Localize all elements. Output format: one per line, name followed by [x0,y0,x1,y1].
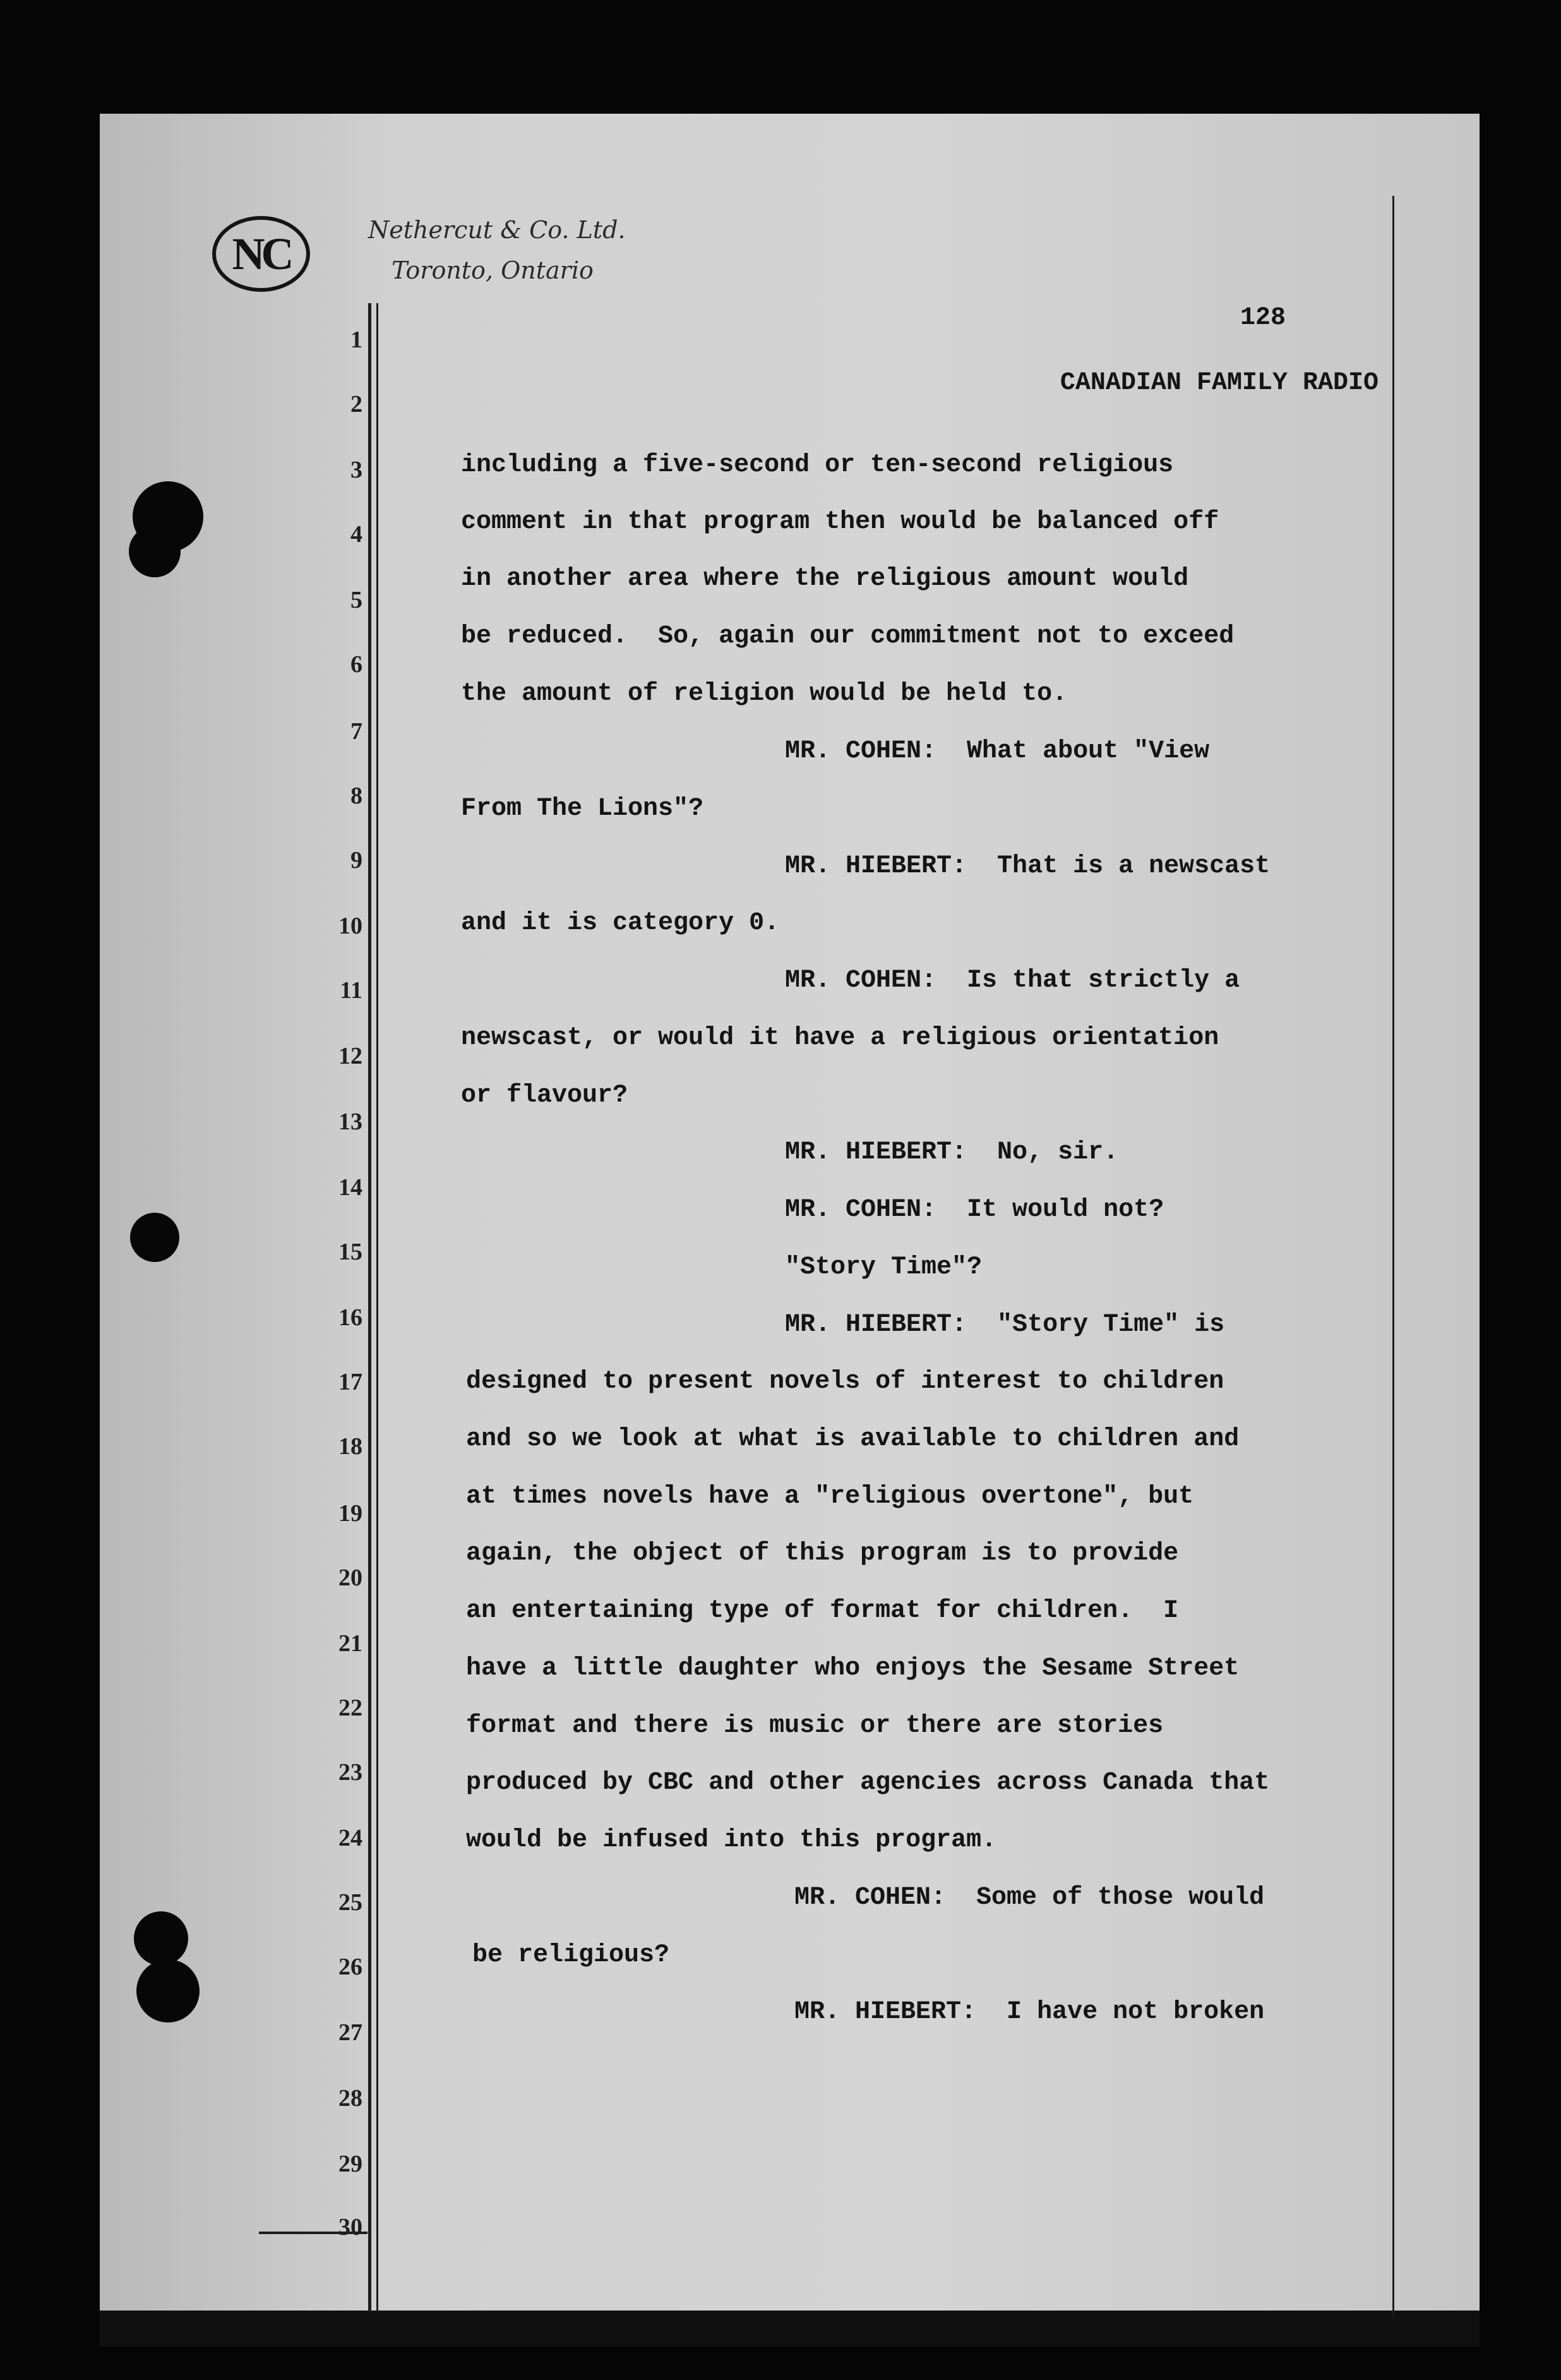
line-number: 21 [338,1630,362,1657]
binder-hole-bottom [136,1959,200,2022]
transcript-line: designed to present novels of interest to children [466,1367,1224,1396]
page-bottom-edge [100,2311,1480,2347]
transcript-line: MR. HIEBERT: That is a newscast [785,852,1271,880]
line-number: 15 [338,1239,362,1265]
transcript-line: newscast, or would it have a religious orientation [461,1024,1219,1052]
header-title: CANADIAN FAMILY RADIO [1060,369,1379,397]
line-number: 17 [338,1369,362,1395]
line-number: 2 [350,391,362,418]
transcript-line: comment in that program then would be balanced off [461,508,1219,536]
transcript-line: MR. COHEN: Is that strictly a [785,966,1240,995]
line-number: 18 [338,1433,362,1460]
transcript-line: would be infused into this program. [466,1826,997,1854]
line-number: 14 [338,1174,362,1201]
transcript-line: MR. COHEN: It would not? [785,1196,1164,1224]
line-number: 24 [338,1825,362,1851]
transcript-line: again, the object of this program is to provide [466,1539,1179,1568]
transcript-line: an entertaining type of format for children. I [466,1597,1179,1625]
line-number: 1 [350,327,362,353]
line-number: 22 [338,1695,362,1721]
transcript-line: format and there is music or there are stories [466,1712,1164,1740]
line-number: 8 [350,783,362,809]
transcript-line: or flavour? [461,1081,628,1110]
line-number: 12 [338,1043,362,1069]
line-number: 19 [338,1500,362,1527]
line-number: 29 [338,2151,362,2177]
line-number: 23 [338,1759,362,1786]
line-number: 13 [338,1109,362,1135]
transcript-line: "Story Time"? [785,1253,983,1282]
line-number: 9 [350,847,362,874]
line-number: 26 [338,1954,362,1980]
right-margin-rule [1392,196,1394,2318]
line-number: 20 [338,1565,362,1591]
page-number: 128 [1240,304,1286,332]
transcript-line: and it is category 0. [461,909,780,937]
line-number: 3 [350,457,362,483]
line-number: 6 [350,651,362,678]
firm-city: Toronto, Ontario [392,256,594,284]
binder-hole-top-lower [129,526,181,577]
firm-name: Nethercut & Co. Ltd. [368,216,626,244]
left-margin-rule-inner [376,303,378,2312]
transcript-line: and so we look at what is available to children and [466,1425,1240,1453]
transcript-line: in another area where the religious amount would [461,565,1189,593]
transcript-line: at times novels have a "religious overtone", but [466,1482,1194,1511]
line-number: 30 [338,2214,362,2240]
transcript-line: MR. COHEN: What about "View [785,737,1210,766]
nc-logo: NC [212,216,310,292]
transcript-line: be religious? [472,1941,670,1969]
line-number: 4 [350,521,362,548]
transcript-line: have a little daughter who enjoys the Sesame Street [466,1654,1240,1683]
line-number: 28 [338,2085,362,2112]
binder-hole-middle [130,1213,179,1262]
transcript-line: including a five-second or ten-second religious [461,451,1174,479]
line-number: 5 [350,587,362,613]
transcript-line: produced by CBC and other agencies across Canada that [466,1769,1270,1797]
line-number: 7 [350,718,362,745]
transcript-line: be reduced. So, again our commitment not to exceed [461,622,1235,651]
line-number: 27 [338,2019,362,2046]
transcript-page [100,114,1480,2347]
line-number: 16 [338,1304,362,1331]
transcript-line: MR. HIEBERT: "Story Time" is [785,1311,1225,1339]
line-number: 10 [338,913,362,939]
transcript-line: MR. HIEBERT: I have not broken [794,1998,1265,2026]
line-number: 25 [338,1889,362,1916]
transcript-line: MR. HIEBERT: No, sir. [785,1138,1119,1167]
left-margin-rule [368,303,371,2312]
transcript-line: From The Lions"? [461,795,704,823]
transcript-line: MR. COHEN: Some of those would [794,1884,1265,1912]
line-number: 11 [340,977,362,1004]
transcript-line: the amount of religion would be held to. [461,680,1068,708]
binder-hole-bottom-upper [134,1911,188,1966]
